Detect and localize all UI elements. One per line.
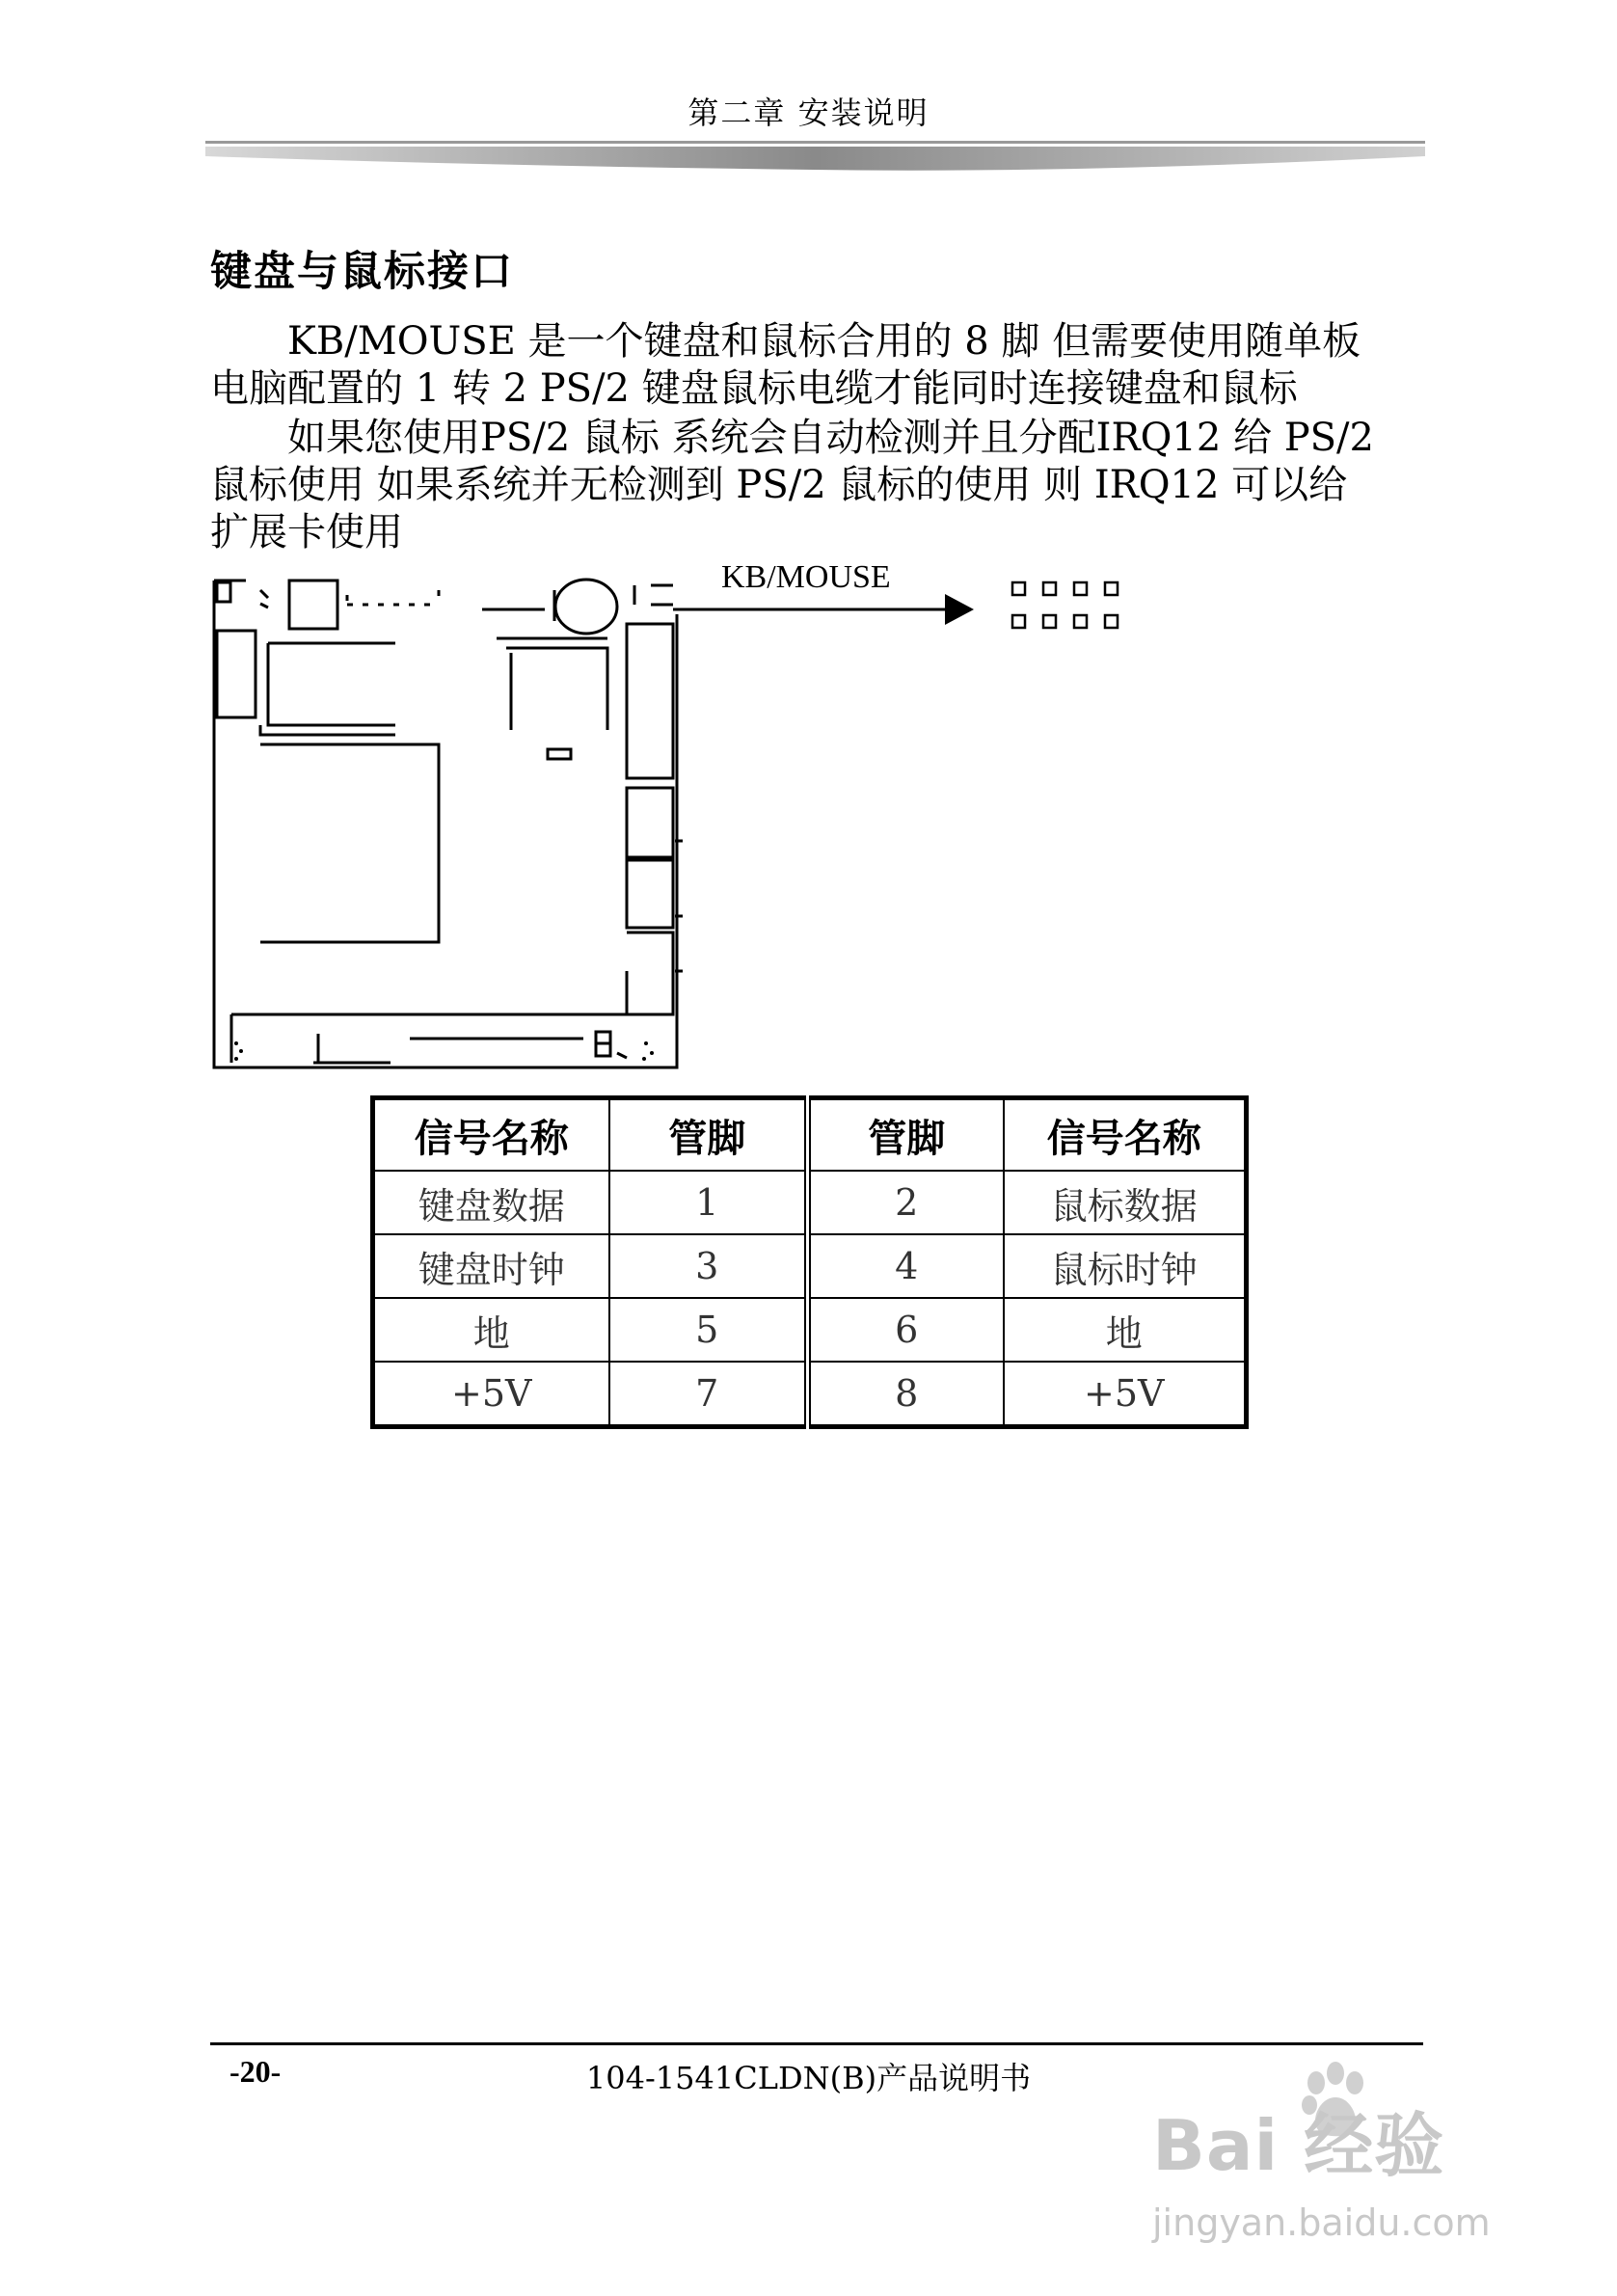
table-cell: 8: [808, 1362, 1004, 1427]
connector-label: KB/MOUSE: [721, 559, 891, 595]
header-rule: [205, 141, 1425, 174]
watermark: [1152, 2059, 1538, 2252]
paragraph-text: 如果您使用PS/2 鼠标 系统会自动检测并且分配IRQ12 给 PS/2 鼠标使用 如果系统并无检测到 PS/2 鼠标的使用 则 IRQ12 可以给扩展卡使用: [210, 416, 1374, 554]
table-cell: 3: [609, 1234, 808, 1298]
table-cell: 键盘数据: [373, 1171, 609, 1234]
board-diagram: [202, 561, 1167, 1072]
pin-assignment-table: [370, 1095, 1249, 1429]
page-number: -20-: [229, 2054, 282, 2089]
running-header: 第二章 安装说明: [687, 95, 930, 131]
paragraph-ps2: [210, 415, 1377, 556]
watermark-brand: Bai 经验: [1152, 2105, 1445, 2186]
col-header-pin-right: 管脚: [808, 1098, 1004, 1172]
table-row: [373, 1234, 1247, 1298]
table-cell: 5: [609, 1298, 808, 1362]
table-cell: 7: [609, 1362, 808, 1427]
col-header-signal-right: 信号名称: [1004, 1098, 1247, 1172]
paragraph-text: KB/MOUSE 是一个键盘和鼠标合用的 8 脚 但需要使用随单板电脑配置的 1 转 2 PS/2 键盘鼠标电缆才能同时连接键盘和鼠标: [210, 319, 1361, 411]
section-title: 键盘与鼠标接口: [210, 248, 514, 296]
footer-title: 104-1541CLDN(B)产品说明书: [585, 2060, 1032, 2096]
table-cell: +5V: [1004, 1362, 1247, 1427]
table-cell: 鼠标时钟: [1004, 1234, 1247, 1298]
col-header-pin-left: 管脚: [609, 1098, 808, 1172]
col-header-signal-left: 信号名称: [373, 1098, 609, 1172]
table-header-row: [373, 1098, 1247, 1172]
table-cell: 2: [808, 1171, 1004, 1234]
table-cell: +5V: [373, 1362, 609, 1427]
table-cell: 1: [609, 1171, 808, 1234]
table-cell: 地: [373, 1298, 609, 1362]
table-row: [373, 1362, 1247, 1427]
table-cell: 地: [1004, 1298, 1247, 1362]
table-row: [373, 1298, 1247, 1362]
watermark-url: jingyan.baidu.com: [1152, 2201, 1491, 2244]
paragraph-kbmouse: [210, 318, 1377, 413]
table-cell: 6: [808, 1298, 1004, 1362]
table-cell: 4: [808, 1234, 1004, 1298]
table-row: [373, 1171, 1247, 1234]
footer-rule: [210, 2042, 1423, 2045]
table-cell: 键盘时钟: [373, 1234, 609, 1298]
table-cell: 鼠标数据: [1004, 1171, 1247, 1234]
